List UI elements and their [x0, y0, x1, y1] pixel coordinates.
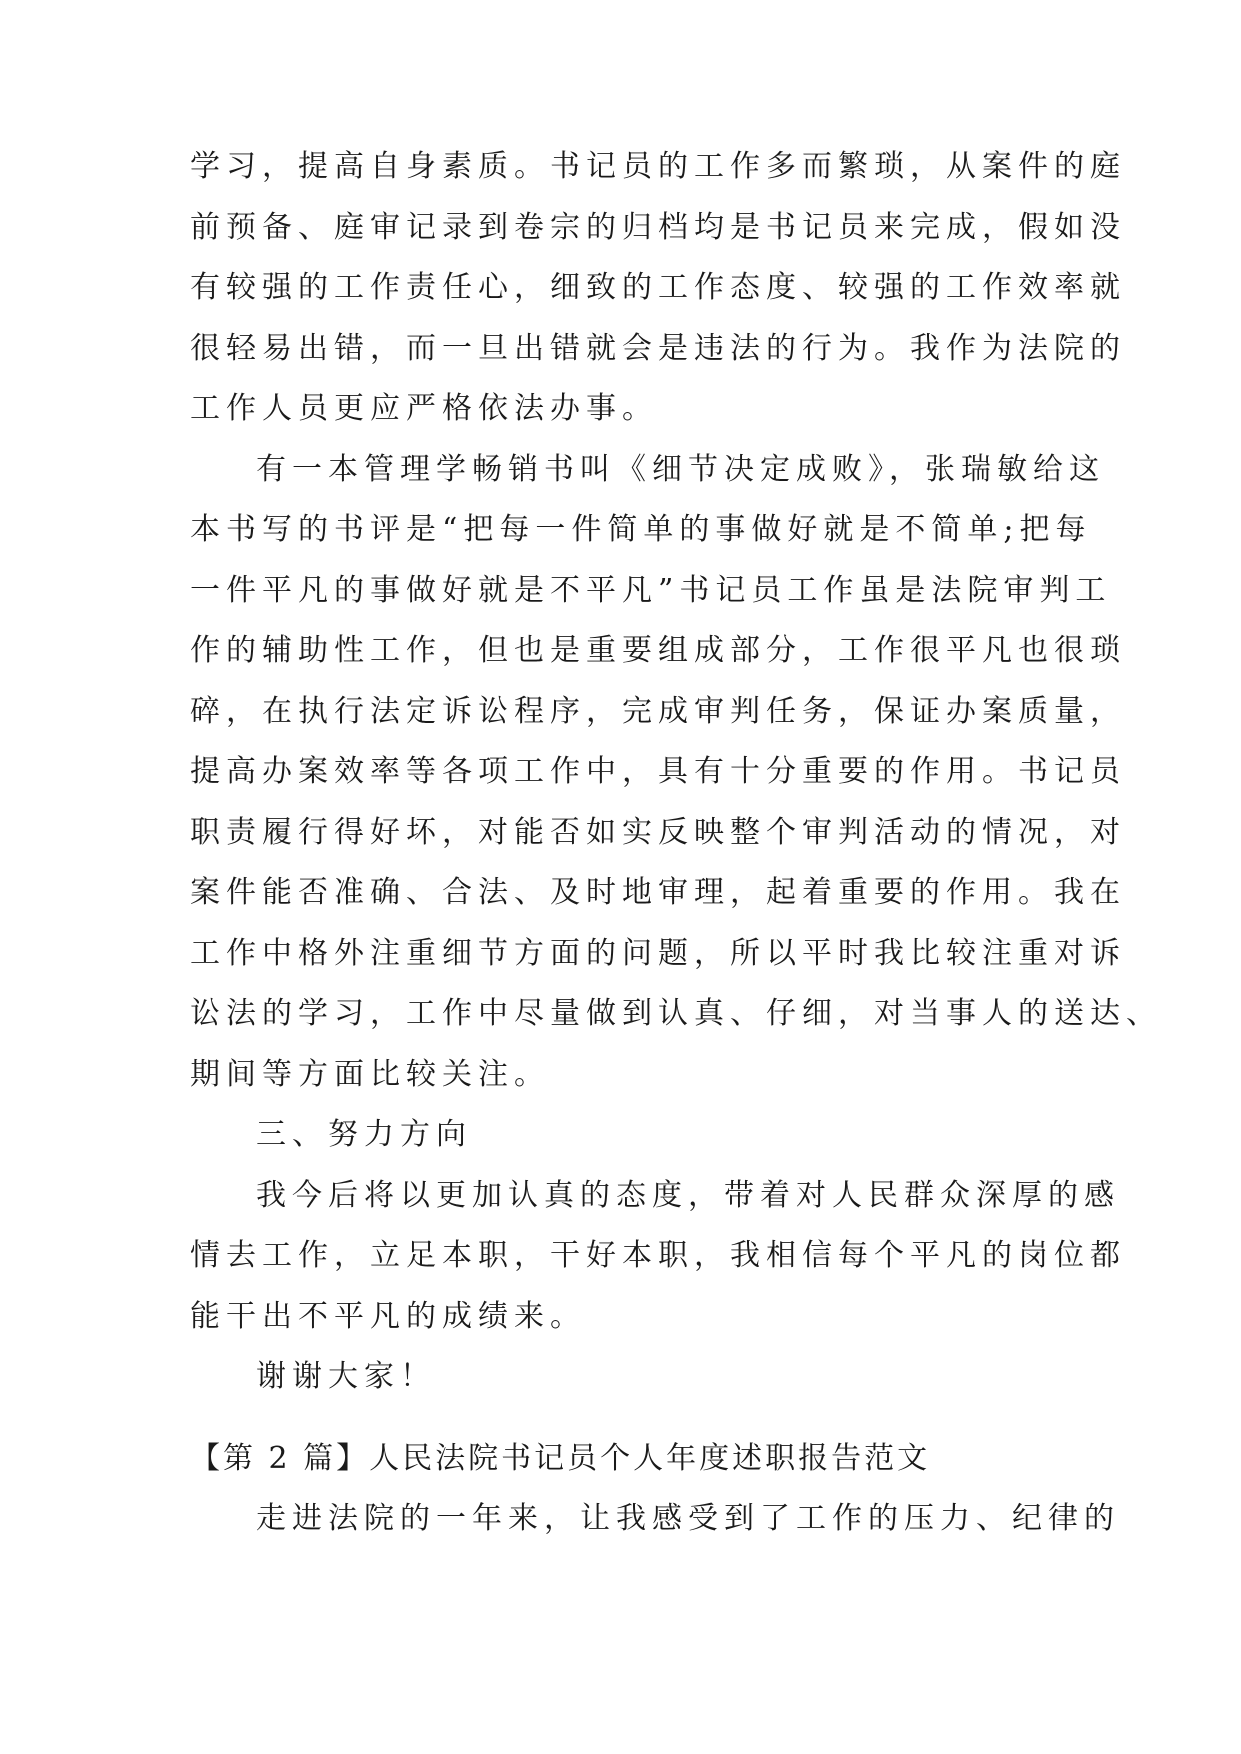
paragraph-line: 工作人员更应严格依法办事。: [190, 391, 658, 426]
paragraph-line: 提高办案效率等各项工作中，具有十分重要的作用。书记员: [190, 754, 1126, 789]
paragraph-line: 作的辅助性工作，但也是重要组成部分，工作很平凡也很琐: [190, 633, 1126, 668]
paragraph-line: 期间等方面比较关注。: [190, 1056, 550, 1092]
paragraph-line: 情去工作，立足本职，干好本职，我相信每个平凡的岗位都: [190, 1238, 1126, 1273]
paragraph-line: 能干出不平凡的成绩来。: [190, 1298, 586, 1334]
paragraph-line: 职责履行得好坏，对能否如实反映整个审判活动的情况，对: [190, 814, 1126, 850]
paragraph-line: 一件平凡的事做好就是不平凡”书记员工作虽是法院审判工: [190, 572, 1112, 608]
paragraph-line: 讼法的学习，工作中尽量做到认真、仔细，对当事人的送达、: [190, 996, 1162, 1031]
closing-line: 谢谢大家！: [256, 1359, 436, 1394]
paragraph-line: 走进法院的一年来，让我感受到了工作的压力、纪律的: [256, 1501, 1120, 1536]
paragraph-line: 本书写的书评是“把每一件简单的事做好就是不简单;把每: [190, 512, 1092, 547]
section-subheading: 三、努力方向: [256, 1117, 472, 1152]
paragraph-line: 前预备、庭审记录到卷宗的归档均是书记员来完成，假如没: [190, 209, 1126, 245]
paragraph-line: 很轻易出错，而一旦出错就会是违法的行为。我作为法院的: [190, 330, 1126, 366]
paragraph-line: 学习，提高自身素质。书记员的工作多而繁琐，从案件的庭: [190, 149, 1126, 184]
paragraph-line: 有一本管理学畅销书叫《细节决定成败》，张瑞敏给这: [256, 451, 1105, 487]
body-text: [190, 137, 1162, 1408]
paragraph-line: 工作中格外注重细节方面的问题，所以平时我比较注重对诉: [190, 935, 1126, 971]
paragraph-line: 碎，在执行法定诉讼程序，完成审判任务，保证办案质量，: [190, 693, 1126, 729]
paragraph-line: 案件能否准确、合法、及时地审理，起着重要的作用。我在: [190, 875, 1126, 910]
paragraph-line: 有较强的工作责任心，细致的工作态度、较强的工作效率就: [190, 270, 1126, 305]
article-heading: 【第 2 篇】人民法院书记员个人年度述职报告范文: [190, 1441, 931, 1476]
paragraph-line: 我今后将以更加认真的态度，带着对人民群众深厚的感: [256, 1177, 1120, 1213]
